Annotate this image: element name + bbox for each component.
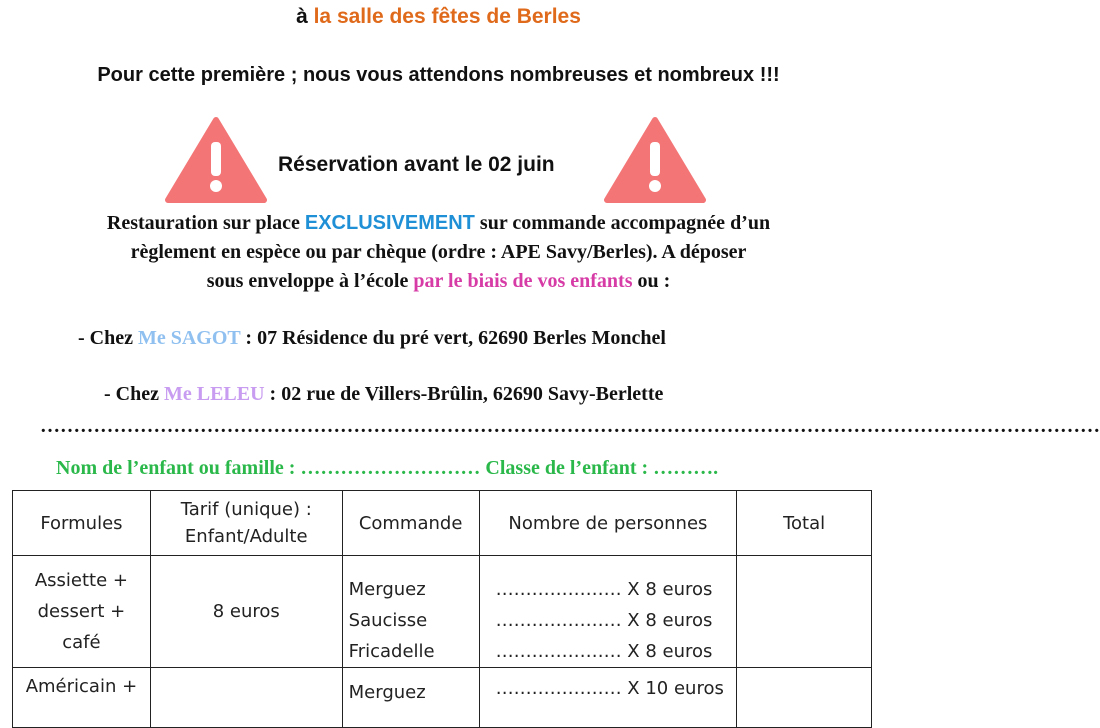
child-class-label: Classe de l’enfant : ………. bbox=[485, 457, 719, 479]
invitation-text: Pour cette première ; nous vous attendons nombreuses et nombreux !!! bbox=[97, 64, 780, 86]
table-row bbox=[13, 556, 872, 668]
address-text: : 02 rue de Villers-Brûlin, 62690 Savy-Berlette bbox=[264, 383, 664, 405]
venue-line bbox=[0, 5, 877, 29]
child-info-line bbox=[56, 457, 718, 480]
address-prefix: - Chez bbox=[104, 383, 164, 405]
tarif-cell: 8 euros bbox=[150, 556, 342, 668]
header-tarif-line: Enfant/Adulte bbox=[184, 526, 308, 547]
table-row bbox=[13, 668, 872, 728]
instruction-line-3 bbox=[0, 270, 877, 293]
children-highlight: par le biais de vos enfants bbox=[413, 270, 633, 292]
instruction-text: ou : bbox=[632, 270, 671, 292]
quantity-cell bbox=[479, 556, 737, 668]
venue-prefix: à bbox=[296, 5, 314, 28]
formule-line: Assiette + bbox=[34, 570, 128, 591]
formule-line: café bbox=[62, 632, 101, 653]
quantity-field[interactable]: ………………… X 8 euros bbox=[495, 641, 713, 662]
reservation-deadline: Réservation avant le 02 juin bbox=[278, 153, 555, 176]
address-leleu bbox=[104, 383, 663, 406]
header-tarif bbox=[150, 491, 342, 556]
formule-line: dessert + bbox=[37, 601, 126, 622]
header-tarif-line: Tarif (unique) : bbox=[180, 499, 312, 520]
quantity-field[interactable]: ………………… X 10 euros bbox=[479, 668, 737, 728]
child-name-label: Nom de l’enfant ou famille : ……………………… bbox=[56, 457, 486, 479]
total-cell[interactable] bbox=[737, 668, 872, 728]
address-prefix: - Chez bbox=[78, 327, 138, 349]
instruction-text: Restauration sur place bbox=[106, 212, 305, 234]
exclusively-highlight: EXCLUSIVEMENT bbox=[304, 212, 475, 234]
instruction-text: sur commande accompagnée d’un bbox=[474, 212, 771, 234]
header-formules: Formules bbox=[13, 491, 151, 556]
venue-name: la salle des fêtes de Berles bbox=[313, 5, 581, 28]
item-fricadelle: Fricadelle bbox=[348, 641, 435, 662]
item-saucisse: Saucisse bbox=[348, 610, 428, 631]
tarif-cell bbox=[150, 668, 342, 728]
header-nombre: Nombre de personnes bbox=[479, 491, 737, 556]
order-table bbox=[12, 490, 872, 728]
total-cell[interactable] bbox=[737, 556, 872, 668]
contact-name: Me LELEU bbox=[163, 383, 265, 405]
commande-cell: Merguez bbox=[342, 668, 479, 728]
separator-dots: …………………………………………………………………………………………………………………………………………… bbox=[40, 415, 1100, 437]
warning-triangle-icon bbox=[603, 116, 707, 204]
commande-cell bbox=[342, 556, 479, 668]
formule-cell bbox=[13, 556, 151, 668]
instruction-line-1 bbox=[0, 212, 877, 235]
formule-cell: Américain + bbox=[13, 668, 151, 728]
address-text: : 07 Résidence du pré vert, 62690 Berles Monchel bbox=[240, 327, 666, 349]
header-commande: Commande bbox=[342, 491, 479, 556]
instruction-text: sous enveloppe à l’école bbox=[206, 270, 414, 292]
item-merguez: Merguez bbox=[348, 579, 426, 600]
instruction-line-2: règlement en espèce ou par chèque (ordre : APE Savy/Berles). A déposer bbox=[130, 241, 747, 263]
quantity-field[interactable]: ………………… X 8 euros bbox=[495, 610, 713, 631]
warning-triangle-icon bbox=[164, 116, 268, 204]
header-total: Total bbox=[737, 491, 872, 556]
table-header-row bbox=[13, 491, 872, 556]
contact-name: Me SAGOT bbox=[137, 327, 241, 349]
quantity-field[interactable]: ………………… X 8 euros bbox=[495, 579, 713, 600]
address-sagot bbox=[78, 327, 666, 350]
